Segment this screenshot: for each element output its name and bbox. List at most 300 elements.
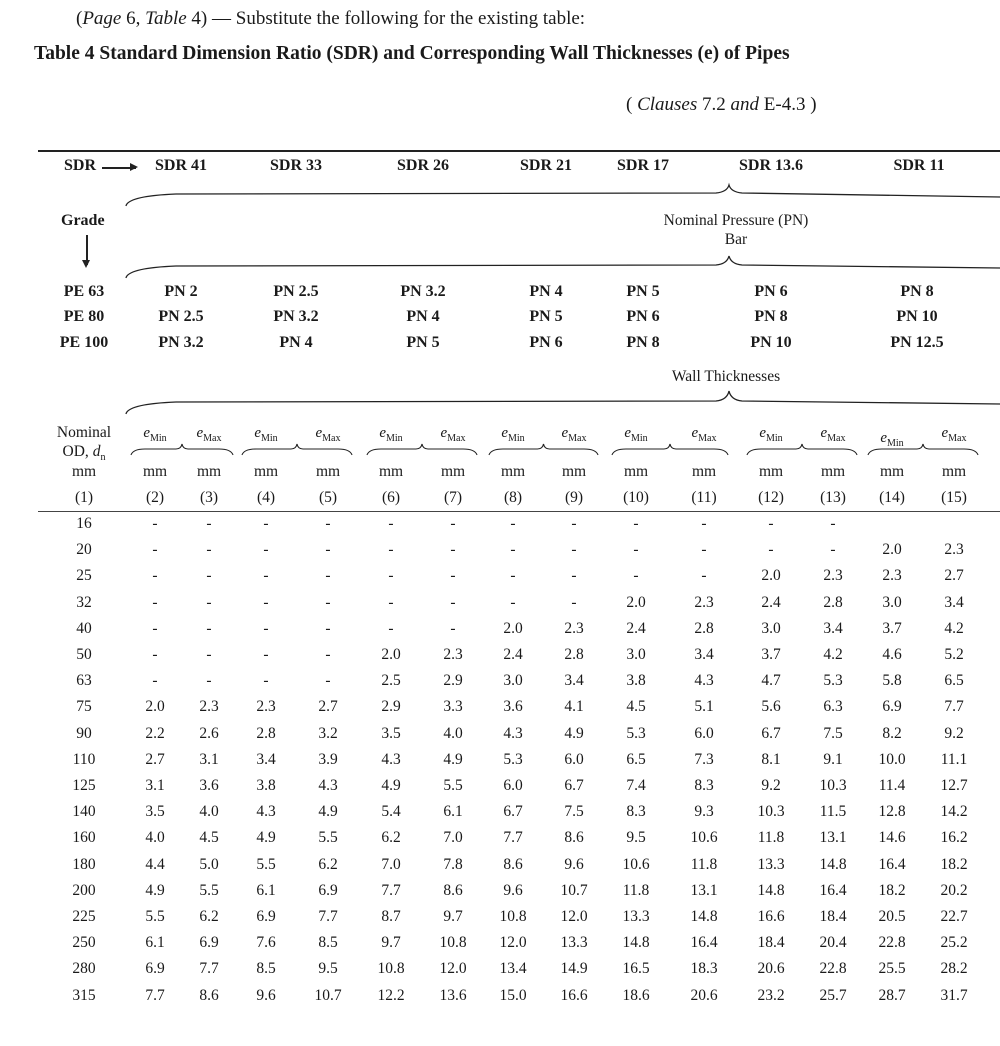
thickness-cell: 13.3 — [560, 934, 588, 951]
thickness-cell: 2.3 — [564, 620, 584, 637]
thickness-cell: 9.7 — [381, 934, 401, 951]
thickness-cell: 14.2 — [940, 803, 968, 820]
clauses-and: and — [730, 94, 760, 115]
thickness-cell: - — [701, 567, 707, 584]
grade-2: PE 100 — [59, 334, 109, 351]
sdr-header-3: SDR 21 — [519, 157, 573, 174]
column-number: (12) — [758, 489, 784, 506]
thickness-cell: 16.4 — [819, 882, 847, 899]
nominal-pressure-label: Nominal Pressure (PN) — [663, 212, 809, 229]
thickness-cell: 28.7 — [878, 987, 906, 1004]
thickness-cell: 2.3 — [199, 698, 219, 715]
column-number: (3) — [199, 489, 219, 506]
thickness-cell: 10.6 — [622, 856, 650, 873]
column-number: (5) — [318, 489, 338, 506]
thickness-cell: 4.2 — [823, 646, 843, 663]
thickness-cell: - — [768, 515, 774, 532]
pn-value: PN 3.2 — [400, 283, 446, 300]
thickness-cell: - — [388, 567, 394, 584]
thickness-cell: - — [510, 515, 516, 532]
thickness-cell: 2.4 — [626, 620, 646, 637]
thickness-cell: 8.1 — [761, 751, 781, 768]
thickness-cell: 11.1 — [940, 751, 968, 768]
column-number: (11) — [691, 489, 717, 506]
thickness-cell: 18.2 — [940, 856, 968, 873]
thickness-cell: 7.7 — [381, 882, 401, 899]
thickness-cell: 4.0 — [443, 725, 463, 742]
thickness-cell: 9.3 — [694, 803, 714, 820]
thickness-cell: 2.3 — [944, 541, 964, 558]
thickness-cell: 11.5 — [819, 803, 847, 820]
pn-value: PN 4 — [529, 283, 563, 300]
pn-value: PN 8 — [754, 308, 788, 325]
thickness-cell: 5.6 — [761, 698, 781, 715]
column-number: (7) — [443, 489, 463, 506]
thickness-cell: 14.8 — [757, 882, 785, 899]
thickness-cell: 16.5 — [622, 960, 650, 977]
thickness-cell: - — [152, 646, 158, 663]
thickness-cell: 6.9 — [256, 908, 276, 925]
e-subscript: Min — [766, 433, 783, 444]
e-letter: e — [880, 430, 887, 446]
pn-value: PN 3.2 — [273, 308, 319, 325]
thickness-cell: - — [325, 646, 331, 663]
thickness-cell: 2.0 — [882, 541, 902, 558]
thickness-cell: 6.7 — [761, 725, 781, 742]
thickness-cell: 2.9 — [381, 698, 401, 715]
thickness-cell: 7.7 — [199, 960, 219, 977]
thickness-cell: 2.2 — [145, 725, 165, 742]
thickness-cell: 8.6 — [564, 829, 584, 846]
column-number: (8) — [503, 489, 523, 506]
e-letter: e — [440, 425, 448, 441]
intro-rest: 4) — Substitute the following for the existing table: — [191, 8, 586, 29]
thickness-cell: - — [510, 594, 516, 611]
thickness-cell: 9.6 — [256, 987, 276, 1004]
thickness-cell: 4.1 — [564, 698, 584, 715]
thickness-cell: - — [571, 515, 577, 532]
thickness-cell: 11.8 — [690, 856, 718, 873]
clauses-end: E-4.3 ) — [763, 94, 817, 115]
thickness-cell: 3.3 — [443, 698, 463, 715]
e-subscript: Max — [447, 433, 466, 444]
thickness-cell: 3.0 — [626, 646, 646, 663]
od-cell: 280 — [72, 960, 96, 977]
thickness-cell: 8.5 — [318, 934, 338, 951]
table-title: Table 4 Standard Dimension Ratio (SDR) and Corresponding Wall Thicknesses (e) of Pipes — [34, 43, 790, 64]
thickness-cell: 3.6 — [199, 777, 219, 794]
thickness-cell: 3.9 — [318, 751, 338, 768]
pn-value: PN 2.5 — [158, 308, 204, 325]
thickness-cell: 10.7 — [314, 987, 342, 1004]
thickness-cell: - — [450, 567, 456, 584]
thickness-cell: 4.9 — [145, 882, 165, 899]
thickness-cell: 10.7 — [560, 882, 588, 899]
thickness-cell: 18.6 — [622, 987, 650, 1004]
thickness-cell: - — [263, 672, 269, 689]
thickness-cell: 3.5 — [381, 725, 401, 742]
thickness-cell: 7.4 — [626, 777, 646, 794]
thickness-cell: - — [263, 541, 269, 558]
pn-value: PN 5 — [406, 334, 440, 351]
thickness-cell: 9.1 — [823, 751, 843, 768]
thickness-cell: 6.5 — [626, 751, 646, 768]
sdr-header-2: SDR 26 — [396, 157, 450, 174]
pn-value: PN 6 — [529, 334, 563, 351]
thickness-cell: - — [152, 672, 158, 689]
thickness-cell: - — [388, 541, 394, 558]
thickness-cell: - — [152, 541, 158, 558]
thickness-cell: - — [206, 567, 212, 584]
thickness-cell: 13.3 — [757, 856, 785, 873]
thickness-cell: 4.9 — [564, 725, 584, 742]
thickness-cell: 3.4 — [564, 672, 584, 689]
grade-label: Grade — [61, 212, 105, 229]
thickness-cell: 2.6 — [199, 725, 219, 742]
od-cell: 32 — [76, 594, 92, 611]
e-subscript: Min — [887, 438, 904, 449]
thickness-cell: 31.7 — [940, 987, 968, 1004]
pn-value: PN 5 — [529, 308, 563, 325]
thickness-cell: 10.8 — [439, 934, 467, 951]
thickness-cell: - — [206, 515, 212, 532]
thickness-cell: 12.0 — [499, 934, 527, 951]
thickness-cell: - — [206, 541, 212, 558]
sdr-header-6: SDR 11 — [893, 157, 945, 174]
thickness-cell: 13.1 — [690, 882, 718, 899]
e-subscript: Min — [261, 433, 278, 444]
e-subscript: Min — [508, 433, 525, 444]
thickness-cell: 20.2 — [940, 882, 968, 899]
unit-label: mm — [196, 463, 222, 480]
thickness-cell: 14.8 — [819, 856, 847, 873]
thickness-cell: - — [325, 594, 331, 611]
thickness-cell: 6.7 — [564, 777, 584, 794]
thickness-cell: 2.7 — [318, 698, 338, 715]
thickness-cell: - — [206, 672, 212, 689]
thickness-cell: 10.8 — [377, 960, 405, 977]
thickness-cell: 6.9 — [199, 934, 219, 951]
thickness-cell: 9.7 — [443, 908, 463, 925]
thickness-cell: 2.3 — [882, 567, 902, 584]
thickness-cell: 3.0 — [761, 620, 781, 637]
brace-wall — [126, 391, 1000, 414]
thickness-cell: 3.4 — [823, 620, 843, 637]
thickness-cell: 15.0 — [499, 987, 527, 1004]
od-label-n: n — [100, 452, 106, 464]
thickness-cell: 3.0 — [503, 672, 523, 689]
od-cell: 250 — [72, 934, 96, 951]
thickness-cell: 7.7 — [318, 908, 338, 925]
thickness-cell: 2.0 — [761, 567, 781, 584]
thickness-cell: 8.7 — [381, 908, 401, 925]
thickness-cell: 3.4 — [944, 594, 964, 611]
thickness-cell: 2.0 — [503, 620, 523, 637]
thickness-cell: 23.2 — [757, 987, 785, 1004]
pn-value: PN 8 — [626, 334, 660, 351]
thickness-cell: 25.5 — [878, 960, 906, 977]
column-number: (6) — [381, 489, 401, 506]
od-unit-label: mm — [71, 463, 97, 480]
thickness-cell: 4.9 — [318, 803, 338, 820]
thickness-cell: 7.6 — [256, 934, 276, 951]
od-cell: 200 — [72, 882, 96, 899]
e-letter: e — [561, 425, 569, 441]
od-cell: 20 — [76, 541, 92, 558]
thickness-cell: 7.0 — [381, 856, 401, 873]
e-letter: e — [143, 425, 150, 441]
thickness-cell: 25.7 — [819, 987, 847, 1004]
pn-value: PN 2.5 — [273, 283, 319, 300]
thickness-cell: 10.6 — [690, 829, 718, 846]
thickness-cell: 10.3 — [757, 803, 785, 820]
intro-page-word: Page — [82, 8, 122, 29]
thickness-cell: 12.7 — [940, 777, 968, 794]
thickness-cell: 18.4 — [819, 908, 847, 925]
column-number: (13) — [820, 489, 846, 506]
thickness-cell: 6.9 — [882, 698, 902, 715]
column-number: (4) — [256, 489, 276, 506]
od-cell: 315 — [72, 987, 96, 1004]
thickness-cell: 9.2 — [761, 777, 781, 794]
thickness-cell: 5.5 — [145, 908, 165, 925]
thickness-cell: 3.6 — [503, 698, 523, 715]
thickness-cell: 16.6 — [757, 908, 785, 925]
e-letter: e — [254, 425, 261, 441]
od-cell: 160 — [72, 829, 96, 846]
thickness-cell: 2.3 — [256, 698, 276, 715]
thickness-cell: 7.7 — [145, 987, 165, 1004]
thickness-cell: 8.6 — [199, 987, 219, 1004]
sdr-header-4: SDR 17 — [616, 157, 670, 174]
thickness-cell: - — [450, 594, 456, 611]
thickness-cell: - — [571, 594, 577, 611]
thickness-cell: 6.9 — [145, 960, 165, 977]
thickness-cell: - — [701, 515, 707, 532]
thickness-cell: - — [263, 620, 269, 637]
thickness-cell: 6.2 — [199, 908, 219, 925]
thickness-cell: 6.0 — [564, 751, 584, 768]
thickness-cell: 9.2 — [944, 725, 964, 742]
thickness-cell: 5.4 — [381, 803, 401, 820]
thickness-cell: - — [510, 541, 516, 558]
thickness-cell: - — [450, 620, 456, 637]
thickness-cell: - — [450, 541, 456, 558]
pn-value: PN 4 — [279, 334, 313, 351]
thickness-cell: 5.3 — [503, 751, 523, 768]
od-cell: 16 — [76, 515, 92, 532]
thickness-cell: 5.8 — [882, 672, 902, 689]
thickness-cell: 3.0 — [882, 594, 902, 611]
thickness-cell: 6.1 — [256, 882, 276, 899]
thickness-cell: 3.7 — [761, 646, 781, 663]
thickness-cell: 7.3 — [694, 751, 714, 768]
od-label-d: d — [92, 443, 101, 460]
thickness-cell: - — [388, 515, 394, 532]
pair-brace — [612, 444, 728, 455]
thickness-cell: 13.1 — [819, 829, 847, 846]
intro-page-number: 6, — [126, 8, 141, 29]
thickness-cell: 4.0 — [199, 803, 219, 820]
unit-label: mm — [315, 463, 341, 480]
thickness-cell: 13.3 — [622, 908, 650, 925]
thickness-cell: - — [152, 620, 158, 637]
thickness-cell: 4.7 — [761, 672, 781, 689]
thickness-cell: 2.7 — [145, 751, 165, 768]
thickness-cell: 6.7 — [503, 803, 523, 820]
thickness-cell: 3.5 — [145, 803, 165, 820]
thickness-cell: 7.7 — [503, 829, 523, 846]
unit-label: mm — [820, 463, 846, 480]
thickness-cell: 4.9 — [256, 829, 276, 846]
thickness-cell: 3.8 — [626, 672, 646, 689]
pn-value: PN 2 — [164, 283, 198, 300]
thickness-cell: - — [571, 541, 577, 558]
thickness-cell: - — [325, 672, 331, 689]
thickness-cell: 6.0 — [503, 777, 523, 794]
thickness-cell: 9.5 — [626, 829, 646, 846]
thickness-cell: 11.4 — [878, 777, 906, 794]
thickness-cell: - — [633, 541, 639, 558]
e-letter: e — [759, 425, 766, 441]
od-cell: 180 — [72, 856, 96, 873]
thickness-cell: - — [325, 567, 331, 584]
intro-table-word: Table — [145, 8, 187, 29]
od-cell: 75 — [76, 698, 92, 715]
pair-brace — [242, 444, 352, 455]
thickness-cell: 2.8 — [823, 594, 843, 611]
thickness-cell: 8.3 — [694, 777, 714, 794]
thickness-cell: 12.0 — [560, 908, 588, 925]
thickness-cell: 2.3 — [694, 594, 714, 611]
od-cell: 25 — [76, 567, 92, 584]
pn-value: PN 6 — [754, 283, 788, 300]
thickness-cell: 8.2 — [882, 725, 902, 742]
brace-top — [126, 185, 1000, 206]
clauses-word: Clauses — [637, 94, 698, 115]
thickness-cell: 16.4 — [690, 934, 718, 951]
thickness-cell: 2.3 — [443, 646, 463, 663]
pn-value: PN 8 — [900, 283, 934, 300]
e-letter: e — [501, 425, 508, 441]
thickness-cell: 2.8 — [564, 646, 584, 663]
thickness-cell: 4.3 — [318, 777, 338, 794]
pair-brace — [367, 444, 477, 455]
clauses-open: ( — [626, 94, 633, 115]
od-cell: 110 — [72, 751, 96, 768]
thickness-cell: 22.7 — [940, 908, 968, 925]
thickness-cell: 3.8 — [256, 777, 276, 794]
thickness-cell: - — [701, 541, 707, 558]
e-subscript: Max — [203, 433, 222, 444]
thickness-cell: 2.8 — [694, 620, 714, 637]
thickness-cell: 5.0 — [199, 856, 219, 873]
e-letter: e — [379, 425, 386, 441]
thickness-cell: 2.4 — [761, 594, 781, 611]
thickness-cell: - — [206, 594, 212, 611]
brace-pressure — [126, 256, 1000, 278]
thickness-cell: 7.5 — [564, 803, 584, 820]
pair-brace — [747, 444, 857, 455]
thickness-cell: - — [325, 515, 331, 532]
thickness-cell: 7.5 — [823, 725, 843, 742]
sdr-label: SDR — [64, 157, 97, 174]
thickness-cell: 6.2 — [318, 856, 338, 873]
pn-value: PN 10 — [896, 308, 938, 325]
thickness-cell: - — [830, 541, 836, 558]
column-number: (1) — [74, 489, 94, 506]
thickness-cell: - — [152, 567, 158, 584]
thickness-cell: 7.7 — [944, 698, 964, 715]
bar-label: Bar — [724, 231, 748, 248]
e-subscript: Min — [631, 433, 648, 444]
pn-value: PN 3.2 — [158, 334, 204, 351]
od-cell: 90 — [76, 725, 92, 742]
thickness-cell: 3.4 — [256, 751, 276, 768]
thickness-cell: 6.5 — [944, 672, 964, 689]
thickness-cell: 16.2 — [940, 829, 968, 846]
thickness-cell: - — [768, 541, 774, 558]
thickness-cell: 14.9 — [560, 960, 588, 977]
thickness-cell: 2.8 — [256, 725, 276, 742]
thickness-cell: 2.0 — [145, 698, 165, 715]
e-letter: e — [820, 425, 828, 441]
pn-value: PN 10 — [750, 334, 792, 351]
e-subscript: Min — [386, 433, 403, 444]
thickness-cell: 5.2 — [944, 646, 964, 663]
pn-value: PN 6 — [626, 308, 660, 325]
thickness-cell: 8.6 — [443, 882, 463, 899]
thickness-cell: 22.8 — [878, 934, 906, 951]
thickness-cell: 8.5 — [256, 960, 276, 977]
thickness-cell: - — [571, 567, 577, 584]
thickness-cell: 2.0 — [626, 594, 646, 611]
e-letter: e — [315, 425, 323, 441]
e-subscript: Max — [322, 433, 341, 444]
intro-open-paren: ( — [76, 8, 83, 29]
e-letter: e — [624, 425, 631, 441]
thickness-cell: 2.4 — [503, 646, 523, 663]
od-cell: 50 — [76, 646, 92, 663]
thickness-cell: 6.1 — [145, 934, 165, 951]
column-number: (15) — [941, 489, 967, 506]
thickness-cell: - — [263, 567, 269, 584]
thickness-cell: 5.5 — [199, 882, 219, 899]
thickness-cell: - — [152, 594, 158, 611]
thickness-cell: 10.8 — [499, 908, 527, 925]
unit-label: mm — [758, 463, 784, 480]
thickness-cell: 2.3 — [823, 567, 843, 584]
unit-label: mm — [440, 463, 466, 480]
od-cell: 225 — [72, 908, 96, 925]
pair-brace — [489, 444, 598, 455]
thickness-cell: 3.7 — [882, 620, 902, 637]
thickness-cell: 3.1 — [145, 777, 165, 794]
thickness-cell: 18.2 — [878, 882, 906, 899]
thickness-cell: 5.3 — [626, 725, 646, 742]
thickness-cell: 12.2 — [377, 987, 405, 1004]
thickness-cell: 2.9 — [443, 672, 463, 689]
od-cell: 63 — [76, 672, 92, 689]
thickness-cell: 10.3 — [819, 777, 847, 794]
e-letter: e — [196, 425, 204, 441]
thickness-cell: 11.8 — [757, 829, 785, 846]
thickness-cell: 11.8 — [622, 882, 650, 899]
od-label-od: OD, — [62, 443, 89, 460]
pair-brace — [868, 444, 978, 455]
unit-label: mm — [378, 463, 404, 480]
thickness-cell: 13.6 — [439, 987, 467, 1004]
